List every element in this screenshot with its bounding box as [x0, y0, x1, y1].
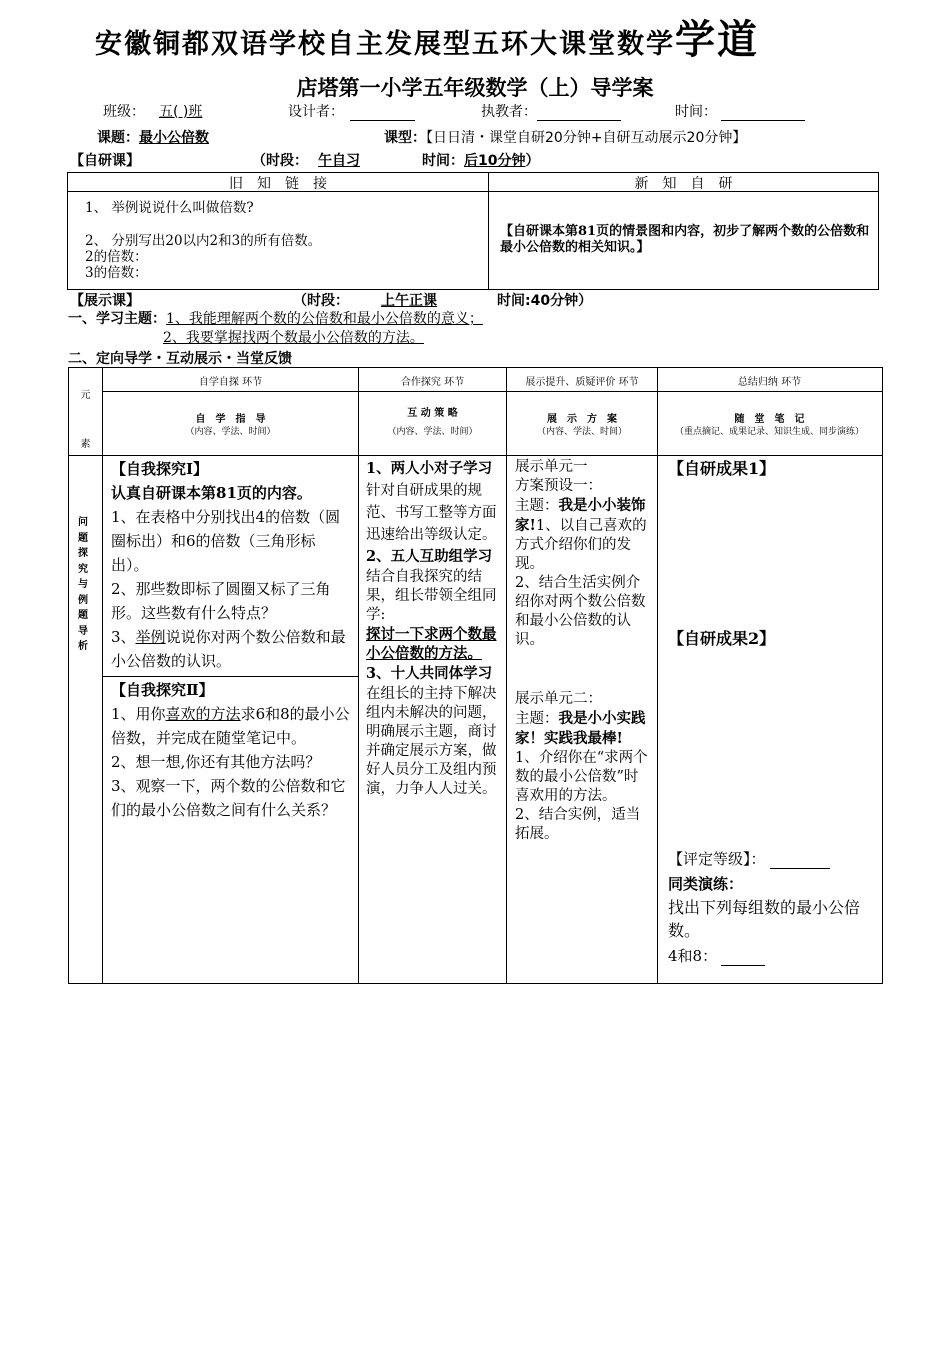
result-1: 【自研成果1】	[668, 459, 776, 478]
self-study-label: 【自研课】	[70, 153, 140, 169]
self-explore-2: 【自我探究Ⅱ】 1、用你喜欢的方法求6和8的最小公倍数，并完成在随堂笔记中。 2、想一想,你还有其他方法吗？ 3、观察一下，两个数的公倍数和它们的最小公倍数之间有什么关系？	[111, 681, 350, 819]
new-knowledge-text: 【自研课本第81页的情景图和内容，初步了解两个数的公倍数和最小公倍数的相关知识。】	[500, 224, 870, 255]
class-field: 班级： 五( )班	[103, 104, 203, 120]
class-value: 五( )班	[159, 104, 203, 120]
col-self-study-head: 自学自探 环节	[198, 377, 263, 388]
side-label: 问题探究与例题导析	[78, 517, 88, 652]
old-question-4: 3的倍数：	[85, 265, 148, 281]
col2-note: （内容、学法、时间）	[387, 427, 478, 437]
practice-question: 4和8：	[668, 945, 765, 966]
old-question-3: 2的倍数：	[85, 249, 148, 265]
col1-subhead: 自 学 指 导	[195, 414, 266, 425]
col-cooperation-head: 合作探究 环节	[400, 377, 465, 388]
col-showcase-head: 展示提升、质疑评价 环节	[525, 377, 639, 388]
self-study-period: （时段： 午自习	[252, 153, 360, 169]
show-class-time: 时间:40分钟）	[497, 293, 593, 309]
time-blank	[721, 106, 805, 121]
result-2: 【自研成果2】	[668, 629, 776, 648]
col3-subhead: 展 示 方 案	[547, 414, 617, 425]
grade-blank	[770, 854, 830, 869]
show-class-label: 【展示课】	[70, 293, 140, 309]
theme-line-1: 一、学习主题：1、我能理解两个数的公倍数和最小公倍数的意义；	[68, 311, 483, 327]
answer-blank	[721, 951, 765, 966]
show-class-period: （时段： 上午正课	[293, 293, 437, 309]
topic-value: 最小公倍数	[139, 130, 209, 146]
teacher-field: 执教者：	[481, 101, 621, 121]
old-question-1: 1、 举例说说什么叫做倍数?	[85, 200, 254, 216]
section-two-title: 二、定向导学・互动展示・当堂反馈	[68, 351, 292, 367]
practice-title: 同类演练：	[668, 875, 744, 893]
col-summary-head: 总结归纳 环节	[737, 377, 802, 388]
banner-text: 安徽铜都双语学校自主发展型五环大课堂数学	[95, 29, 675, 60]
designer-field: 设计者：	[288, 101, 415, 121]
showcase-plan: 展示单元一 方案预设一： 主题：我是小小装饰家!1、以自己喜欢的方式介绍你们的发现。 2、结合生活实例介绍你对两个数公倍数和最小公倍数的认识。 展示单元二： 主题：我是小小实践家！实践我最棒! 1、介绍你在“求两个数的最小公倍数”时喜欢用的方法。 2、结合实例，适当拓展。	[515, 459, 648, 842]
page-title: 店塔第一小学五年级数学（上）导学案	[296, 76, 654, 100]
grade-field: 【评定等级】：	[668, 848, 830, 869]
teacher-blank	[537, 106, 621, 121]
element-label-top: 元	[80, 390, 91, 401]
col4-note: （重点摘记、成果记录、知识生成、同步演练）	[674, 427, 864, 437]
time-field: 时间：	[675, 101, 805, 121]
col4-subhead: 随 堂 笔 记	[734, 414, 805, 425]
banner-logo-text: 学道	[675, 16, 759, 63]
old-question-2: 2、 分别写出20以内2和3的所有倍数。	[85, 233, 322, 249]
designer-blank	[350, 106, 415, 121]
element-label-bottom: 素	[80, 439, 91, 450]
col3-note: （内容、学法、时间）	[536, 427, 627, 437]
topic-field: 课题：最小公倍数	[97, 130, 209, 146]
cooperation-strategy: 1、两人小对子学习 针对自研成果的规范、书写工整等方面迅速给出等级认定。 2、五人互助组学习 结合自我探究的结果，组长带领全组同学: 探讨一下求两个数最小公倍数的方法。 3、十人共同体学习 在组长的主持下解决组内未解决的问题，明确展示主题，商讨并确定展示方案，做好人员分工及组内预演，力争人人过关。	[366, 460, 497, 797]
col1-note: （内容、学法、时间）	[185, 427, 276, 437]
self-explore-1: 【自我探究Ⅰ】 认真自研课本第81页的内容。 1、在表格中分别找出4的倍数（圆圈标出）和6的倍数（三角形标出）。 2、那些数即标了圆圈又标了三角形。这些数有什么特点？ 3、举例说说你对两个数公倍数和最小公倍数的认识。	[111, 460, 346, 670]
col2-subhead: 互 动 策 略	[407, 408, 458, 419]
school-banner	[95, 8, 759, 65]
practice-text: 找出下列每组数的最小公倍数。	[668, 898, 861, 940]
new-knowledge-header: 新 知 自 研	[634, 176, 733, 192]
theme-line-2: 2、我要掌握找两个数最小公倍数的方法。	[163, 330, 424, 346]
lesson-type-value: 【日日清・课堂自研20分钟+自研互动展示20分钟】	[426, 130, 747, 146]
old-knowledge-header: 旧 知 链 接	[229, 176, 327, 192]
lesson-type-field: 课型：【日日清・课堂自研20分钟+自研互动展示20分钟】	[384, 130, 747, 146]
self-study-time: 时间：后10分钟）	[422, 153, 540, 169]
